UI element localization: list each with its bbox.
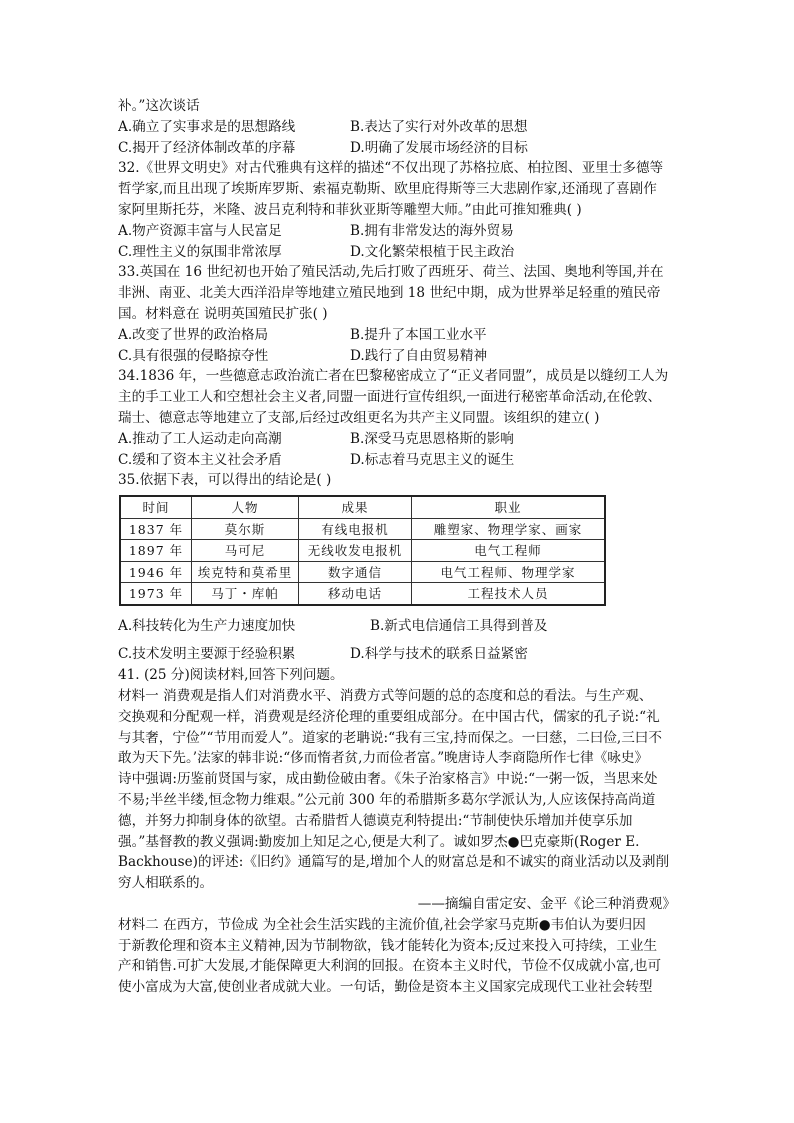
q35-option-a[interactable]: A.科技转化为生产力速度加快 — [118, 617, 296, 634]
table-header-cell: 时间 — [120, 496, 192, 518]
q34-options-row-2 — [118, 450, 680, 471]
q33-stem-line-3: 国。材料意在 说明英国殖民扩张( ) — [118, 305, 328, 322]
table-cell: 雕塑家、物理学家、画家 — [412, 518, 606, 540]
q35-options-row-1 — [118, 616, 680, 637]
material2-line: 产和销售.可扩大发展,才能保障更大利润的回报。在资本主义时代，节俭不仅成就小富,也可 — [118, 958, 662, 975]
table-cell: 1837 年 — [120, 518, 192, 540]
spacer — [118, 636, 680, 644]
table-cell: 1946 年 — [120, 561, 192, 583]
material1-line: 德，并努力抑制身体的欲望。古希腊哲人德谟克利特提出:“节制使快乐增加并使享乐加 — [118, 812, 633, 829]
table-cell: 1973 年 — [120, 583, 192, 605]
q34-option-a[interactable]: A.推动了工人运动走向高潮 — [118, 430, 282, 447]
q32-stem-line-3: 家阿里斯托芬，米隆、波吕克利特和菲狄亚斯等雕塑大师。”由此可推知雅典( ) — [118, 201, 582, 218]
q31-option-c[interactable]: C.揭开了经济体制改革的序幕 — [118, 139, 296, 156]
q32-options-row-1 — [118, 221, 680, 242]
q33-stem-line-2: 非洲、南亚、北美大西洋沿岸等地建立殖民地到 18 世纪中期，成为世界举足轻重的殖民帝 — [118, 285, 661, 302]
table-cell: 数字通信 — [299, 561, 412, 583]
table-cell: 工程技术人员 — [412, 583, 606, 605]
material2-line: 使小富成为大富,使创业者成就大业。一句话，勤俭是资本主义国家完成现代工业社会转型 — [118, 979, 653, 996]
table-cell: 马丁・库帕 — [192, 583, 299, 605]
table-cell: 马可尼 — [192, 540, 299, 562]
material2-line: 材料二 在西方，节俭成 为全社会生活实践的主流价值,社会学家马克斯●韦伯认为要归因 — [118, 916, 646, 933]
q34-stem-line-3: 瑞士、德意志等地建立了支部,后经过改组更名为共产主义同盟。该组织的建立( ) — [118, 409, 600, 426]
q34-stem-line-1: 34.1836 年，一些德意志政治流亡者在巴黎秘密成立了“正义者同盟”，成员是以缝纫工人为 — [118, 368, 669, 385]
table-row — [120, 540, 605, 562]
material1-line: Backhouse)的评述:《旧约》通篇写的是,增加个人的财富总是和不诚实的商业活动以及剥削 — [118, 854, 670, 871]
q32-stem-line-1: 32.《世界文明史》对古代雅典有这样的描述“不仅出现了苏格拉底、柏拉图、亚里士多德等 — [118, 160, 664, 177]
q35-table — [119, 495, 606, 606]
q34-option-c[interactable]: C.缓和了资本主义社会矛盾 — [118, 451, 282, 468]
q34-options-row-1 — [118, 429, 680, 450]
table-cell: 1897 年 — [120, 540, 192, 562]
q32-stem-line-2: 哲学家,而且出现了埃斯库罗斯、索福克勒斯、欧里庇得斯等三大悲剧作家,还涌现了喜剧作 — [118, 181, 657, 198]
table-header-cell: 职业 — [412, 496, 606, 518]
q32-option-c[interactable]: C.理性主义的氛围非常浓厚 — [118, 243, 282, 260]
q35-option-d[interactable]: D.科学与技术的联系日益紧密 — [350, 646, 528, 663]
table-cell: 电气工程师 — [412, 540, 606, 562]
q32-option-d[interactable]: D.文化繁荣根植于民主政治 — [350, 243, 515, 260]
q31-option-d[interactable]: D.明确了发展市场经济的目标 — [350, 139, 528, 156]
material1-line: 不易;半丝半缕,恒念物力维艰。”公元前 300 年的希腊斯多葛尔学派认为,人应该保持高尚道 — [118, 792, 656, 809]
table-cell: 埃克特和莫希里 — [192, 561, 299, 583]
table-cell: 移动电话 — [299, 583, 412, 605]
q34-option-b[interactable]: B.深受马克思恩格斯的影响 — [350, 430, 514, 447]
table-header-cell: 人物 — [192, 496, 299, 518]
material1-line: 交换观和分配观一样，消费观是经济伦理的重要组成部分。在中国古代，儒家的孔子说:“礼 — [118, 708, 660, 725]
q34-stem-line-2: 主的手工业工人和空想社会主义者,同盟一面进行宣传组织,一面进行秘密革命活动,在伦敦、 — [118, 389, 662, 406]
q34-option-d[interactable]: D.标志着马克思主义的诞生 — [350, 451, 515, 468]
table-row — [120, 518, 605, 540]
q33-options-row-1 — [118, 325, 680, 346]
table-header-cell: 成果 — [299, 496, 412, 518]
table-cell: 电气工程师、物理学家 — [412, 561, 606, 583]
q33-option-c[interactable]: C.具有很强的侵略掠夺性 — [118, 347, 269, 364]
table-cell: 无线收发电报机 — [299, 540, 412, 562]
q33-option-a[interactable]: A.改变了世界的政治格局 — [118, 326, 269, 343]
table-cell: 莫尔斯 — [192, 518, 299, 540]
q31-option-a[interactable]: A.确立了实事求是的思想路线 — [118, 118, 296, 135]
q33-options-row-2 — [118, 346, 680, 367]
q33-option-b[interactable]: B.提升了本国工业水平 — [350, 326, 487, 343]
q32-option-a[interactable]: A.物产资源丰富与人民富足 — [118, 222, 282, 239]
material1-line: 材料一 消费观是指人们对消费水平、消费方式等问题的总的态度和总的看法。与生产观、 — [118, 688, 653, 705]
q31-options-row-2 — [118, 138, 680, 159]
material1-line: 强。”基督教的教义强调:勤废加上知足之心,便是大利了。诚如罗杰●巴克豪斯(Roger E. — [118, 833, 640, 850]
material2-line: 于新教伦理和资本主义精神,因为节制物欲，钱才能转化为资本;反过来投入可持续，工业生 — [118, 937, 658, 954]
q33-stem-line-1: 33.英国在 16 世纪初也开始了殖民活动,先后打败了西班牙、荷兰、法国、奥地利等国,并在 — [118, 264, 664, 281]
q35-stem: 35.依据下表，可以得出的结论是( ) — [118, 472, 332, 489]
table-row — [120, 561, 605, 583]
table-header-row — [120, 496, 605, 518]
q31-tail-text: 补。”这次谈话 — [118, 98, 200, 114]
q41-stem: 41. (25 分)阅读材料,回答下列问题。 — [118, 667, 344, 684]
q31-option-b[interactable]: B.表达了实行对外改革的思想 — [350, 118, 528, 135]
exam-page — [118, 96, 680, 998]
material1-source: ——摘编自雷定安、金平《论三种消费观》 — [417, 896, 676, 912]
q32-options-row-2 — [118, 242, 680, 263]
table-row — [120, 583, 605, 605]
material1-line: 诗中强调:历鉴前贤国与家，成由勤俭破由奢。《朱子治家格言》中说:“一粥一饭，当思来处 — [118, 771, 658, 788]
q33-option-d[interactable]: D.践行了自由贸易精神 — [350, 347, 488, 364]
material1-line: 穷人相联系的。 — [118, 875, 214, 892]
q35-option-c[interactable]: C.技术发明主要源于经验积累 — [118, 646, 296, 663]
q32-option-b[interactable]: B.拥有非常发达的海外贸易 — [350, 222, 514, 239]
q31-options-row-1 — [118, 117, 680, 138]
material1-line: 敢为天下先。’法家的韩非说:“侈而惰者贫,力而俭者富。”晚唐诗人李商隐所作七律《咏史》 — [118, 750, 649, 767]
q35-options-row-2 — [118, 644, 680, 665]
table-cell: 有线电报机 — [299, 518, 412, 540]
material1-line: 与其奢，宁俭”“节用而爱人”。道家的老聃说:“我有三宝,持而保之。一曰慈，二曰俭,三曰不 — [118, 729, 662, 746]
q35-option-b[interactable]: B.新式电信通信工具得到普及 — [370, 617, 548, 634]
